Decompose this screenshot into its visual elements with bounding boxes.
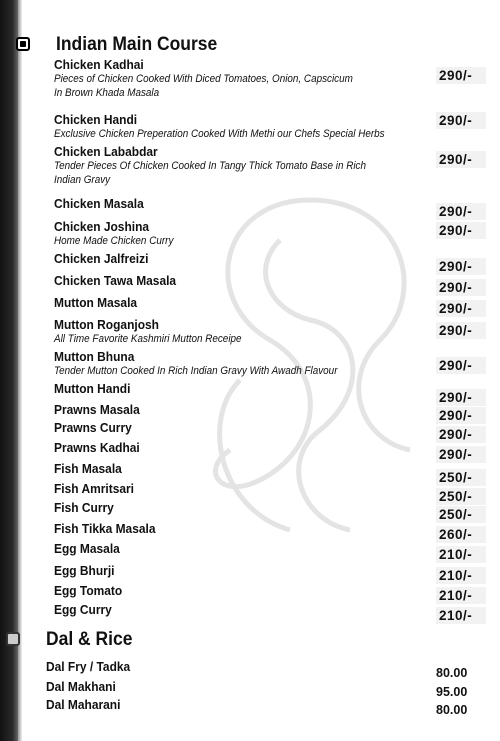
- menu-item: [54, 481, 424, 496]
- menu-item-price: 290/-: [436, 67, 486, 84]
- menu-item-price: 250/-: [436, 469, 486, 486]
- menu-item: [54, 583, 424, 598]
- menu-item-name: Chicken Masala: [54, 196, 144, 211]
- menu-item-price: 290/-: [436, 258, 486, 275]
- menu-item-price: 290/-: [436, 222, 486, 239]
- menu-item-name: Fish Masala: [54, 461, 122, 476]
- menu-item-name: Chicken Jalfreizi: [54, 251, 149, 266]
- section-title-dal-rice: Dal & Rice: [46, 629, 133, 650]
- menu-item: [54, 112, 424, 141]
- menu-item-price: 290/-: [436, 112, 486, 129]
- menu-item-name: Egg Masala: [54, 541, 120, 556]
- menu-item-price: 210/-: [436, 607, 486, 624]
- dal-item-name: Dal Fry / Tadka: [46, 659, 131, 674]
- menu-item-price: 290/-: [436, 426, 486, 443]
- menu-item-name: Chicken Kadhai: [54, 57, 144, 72]
- menu-item: [54, 420, 424, 435]
- menu-item-name: Chicken Joshina: [54, 219, 150, 234]
- menu-item: [54, 273, 424, 288]
- page-spine-edge: [18, 0, 22, 741]
- menu-item: [54, 295, 424, 310]
- menu-item: [54, 317, 424, 346]
- menu-item-name: Egg Tomato: [54, 583, 123, 598]
- menu-item: [54, 563, 424, 578]
- menu-item-description: Pieces of Chicken Cooked With Diced Tomatoes, Onion, Capscicum: [54, 73, 353, 85]
- dal-item-name: Dal Maharani: [46, 697, 121, 712]
- menu-item-name: Chicken Lababdar: [54, 144, 158, 159]
- menu-item-price: 290/-: [436, 407, 486, 424]
- page-spine: [0, 0, 18, 741]
- menu-item-description: All Time Favorite Kashmiri Mutton Receipe: [54, 333, 242, 345]
- dal-item-price: 80.00: [436, 703, 468, 717]
- section-title-main-course: Indian Main Course: [56, 34, 218, 55]
- menu-item: [54, 251, 424, 266]
- menu-item: [54, 144, 424, 187]
- menu-item-price: 290/-: [436, 446, 486, 463]
- menu-item-description: Tender Pieces Of Chicken Cooked In Tangy Thick Tomato Base in Rich: [54, 160, 367, 172]
- menu-item: [54, 219, 424, 248]
- menu-item-price: 290/-: [436, 151, 486, 168]
- menu-item-price: 290/-: [436, 389, 486, 406]
- menu-item-price: 210/-: [436, 567, 486, 584]
- menu-item-name: Fish Curry: [54, 500, 114, 515]
- menu-item-name: Fish Tikka Masala: [54, 521, 156, 536]
- menu-item-description: Indian Gravy: [54, 174, 111, 186]
- dal-item-name: Dal Makhani: [46, 679, 116, 694]
- menu-item-price: 250/-: [436, 506, 486, 523]
- menu-item-name: Egg Bhurji: [54, 563, 115, 578]
- menu-item-price: 290/-: [436, 357, 486, 374]
- dal-item-price: 95.00: [436, 685, 468, 699]
- menu-item-price: 290/-: [436, 279, 486, 296]
- section-bullet-icon: [16, 37, 30, 51]
- menu-item-name: Chicken Handi: [54, 112, 138, 127]
- menu-item: [54, 196, 424, 211]
- dal-item-price: 80.00: [436, 666, 468, 680]
- menu-item: [54, 541, 424, 556]
- menu-item-name: Mutton Roganjosh: [54, 317, 159, 332]
- menu-item: [54, 402, 424, 417]
- menu-item-price: 210/-: [436, 587, 486, 604]
- menu-item-price: 290/-: [436, 322, 486, 339]
- menu-item-name: Chicken Tawa Masala: [54, 273, 177, 288]
- menu-item-name: Mutton Bhuna: [54, 349, 135, 364]
- menu-item: [54, 602, 424, 617]
- menu-item-description: Tender Mutton Cooked In Rich Indian Gravy With Awadh Flavour: [54, 365, 338, 377]
- menu-item-price: 250/-: [436, 488, 486, 505]
- menu-item-price: 260/-: [436, 526, 486, 543]
- menu-item: [54, 440, 424, 455]
- menu-item-name: Prawns Kadhai: [54, 440, 140, 455]
- section-bullet-icon: [6, 632, 20, 646]
- menu-item-description: Home Made Chicken Curry: [54, 235, 174, 247]
- menu-item-name: Fish Amritsari: [54, 481, 134, 496]
- menu-item-name: Prawns Curry: [54, 420, 132, 435]
- menu-item: [54, 500, 424, 515]
- menu-item-name: Prawns Masala: [54, 402, 140, 417]
- menu-item-name: Egg Curry: [54, 602, 112, 617]
- menu-item-description: Exclusive Chicken Preperation Cooked With Methi our Chefs Special Herbs: [54, 128, 385, 140]
- menu-item-name: Mutton Handi: [54, 381, 131, 396]
- menu-item-description: In Brown Khada Masala: [54, 87, 160, 99]
- menu-item-price: 290/-: [436, 300, 486, 317]
- menu-item: [54, 57, 424, 100]
- menu-item-name: Mutton Masala: [54, 295, 138, 310]
- menu-item: [54, 349, 424, 378]
- menu-item: [54, 461, 424, 476]
- menu-item: [54, 521, 424, 536]
- menu-item-price: 290/-: [436, 203, 486, 220]
- menu-item-price: 210/-: [436, 546, 486, 563]
- menu-item: [54, 381, 424, 396]
